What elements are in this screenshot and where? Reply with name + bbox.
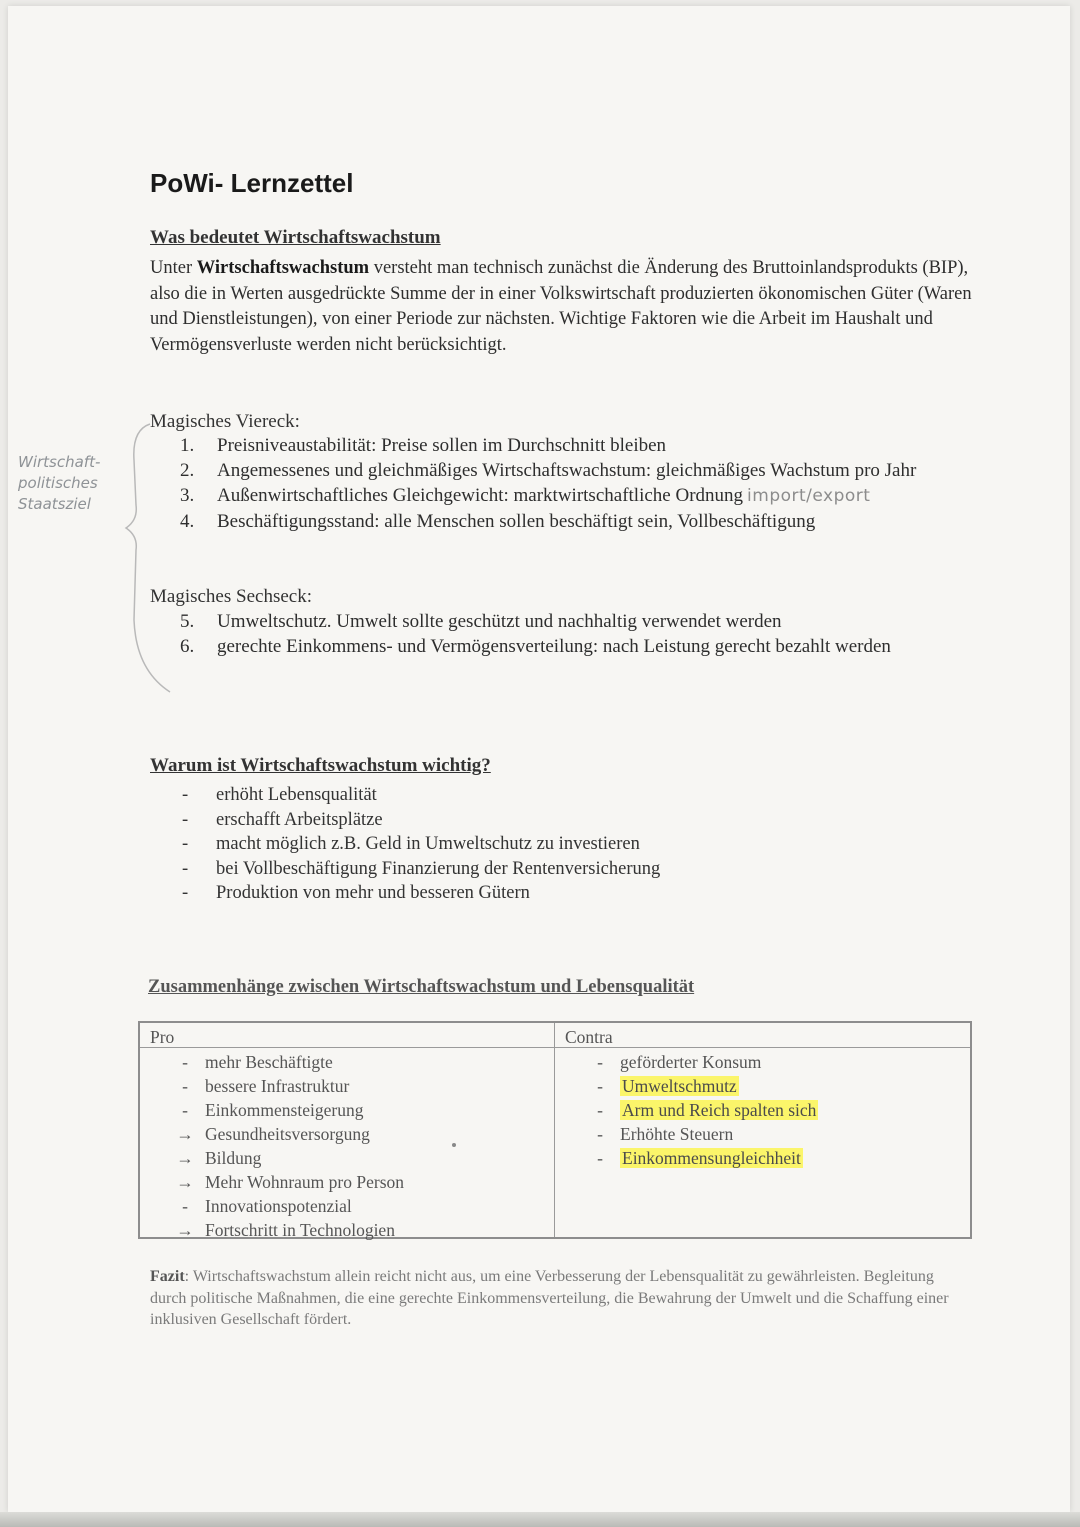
highlighted-text: Arm und Reich spalten sich [622, 1100, 817, 1120]
definition-paragraph: Unter Wirtschaftswachstum versteht man technisch zunächst die Änderung des Bruttoinlandsprodukts (BIP), also die in Werten ausgedrückte Summe der in einer Volkswirtschaft produzierten ökonomischen Güter (Waren und Dienstleistungen), von einer Periode zur nächsten. Wichtige Faktoren wie die Arbeit im Haushalt und Vermögensverluste werden nicht berücksichtigt. [150, 258, 972, 355]
list-item: - Arm und Reich spalten sich [597, 1100, 817, 1120]
bracket-drawing [118, 420, 178, 700]
list-item: → Bildung [176, 1148, 262, 1168]
list-item: 1. Preisniveaustabilität: Preise sollen im Durchschnitt bleiben [180, 435, 667, 456]
list-item: - mehr Beschäftigte [182, 1052, 333, 1072]
list-item: - Umweltschmutz [597, 1076, 737, 1096]
section-heading-warum: Warum ist Wirtschaftswachstum wichtig? [150, 755, 491, 776]
scan-edge [0, 1512, 1080, 1527]
pro-contra-table [138, 1021, 972, 1239]
magisches-sechseck-list [180, 609, 997, 659]
list-item: - bessere Infrastruktur [182, 1076, 350, 1096]
pro-list [170, 1050, 404, 1242]
list-item: - Erhöhte Steuern [597, 1124, 734, 1144]
list-item: - macht möglich z.B. Geld in Umweltschutz zu investieren [180, 832, 660, 857]
list-item: → Fortschritt in Technologien [176, 1220, 395, 1240]
contra-header: Contra [565, 1027, 613, 1047]
list-item: - Innovationspotenzial [182, 1196, 352, 1216]
why-list [180, 783, 660, 906]
pen-dot [452, 1143, 456, 1147]
list-item: - Einkommensteigerung [182, 1100, 364, 1120]
pro-header: Pro [150, 1027, 175, 1047]
section-heading-zusammenhaenge: Zusammenhänge zwischen Wirtschaftswachstum und Lebensqualität [148, 977, 695, 997]
list-item: → Mehr Wohnraum pro Person [176, 1172, 405, 1192]
list-item: - bei Vollbeschäftigung Finanzierung der Rentenversicherung [180, 857, 660, 882]
list-item: - erschafft Arbeitsplätze [180, 808, 660, 833]
list-item: 3. Außenwirtschaftliches Gleichgewicht: marktwirtschaftliche Ordnung import/export [180, 485, 871, 506]
list-item: 6. gerechte Einkommens- und Vermögensverteilung: nach Leistung gerecht bezahlt werden [180, 636, 891, 657]
fazit-label: Fazit [150, 1268, 185, 1285]
list-item: 2. Angemessenes und gleichmäßiges Wirtschaftswachstum: gleichmäßiges Wachstum pro Jahr [180, 460, 917, 481]
list-item: 4. Beschäftigungsstand: alle Menschen sollen beschäftigt sein, Vollbeschäftigung [180, 511, 816, 532]
contra-list [585, 1050, 818, 1170]
definition-term: Wirtschaftswachstum [196, 258, 370, 278]
magisches-viereck-label: Magisches Viereck: [150, 411, 300, 432]
list-item: → Gesundheitsversorgung [176, 1124, 370, 1144]
magisches-viereck-list [180, 433, 997, 534]
margin-handwritten-note: Wirtschaft- politisches Staatsziel [18, 453, 101, 513]
list-item: - geförderter Konsum [597, 1052, 762, 1072]
highlighted-text: Einkommensungleichheit [622, 1148, 801, 1168]
fazit-paragraph: Fazit: Wirtschaftswachstum allein reicht nicht aus, um eine Verbesserung der Lebensqualität zu gewährleisten. Begleitung durch politische Maßnahmen, die eine gerechte Einkommensverteilung, die Bewahrung der Umwelt und die Schaffung einer inklusiven Gesellschaft fördert. [150, 1268, 949, 1328]
list-item: - Einkommensungleichheit [597, 1148, 801, 1168]
magisches-sechseck-label: Magisches Sechseck: [150, 586, 312, 607]
list-item: 5. Umweltschutz. Umwelt sollte geschützt und nachhaltig verwendet werden [180, 611, 782, 632]
list-item: - Produktion von mehr und besseren Gütern [180, 881, 660, 906]
page-title: PoWi- Lernzettel [150, 168, 354, 198]
handwritten-import-export: import/export [747, 486, 871, 506]
section-heading-wirtschaftswachstum: Was bedeutet Wirtschaftswachstum [150, 227, 441, 248]
highlighted-text: Umweltschmutz [622, 1076, 737, 1096]
list-item: - erhöht Lebensqualität [180, 783, 660, 808]
